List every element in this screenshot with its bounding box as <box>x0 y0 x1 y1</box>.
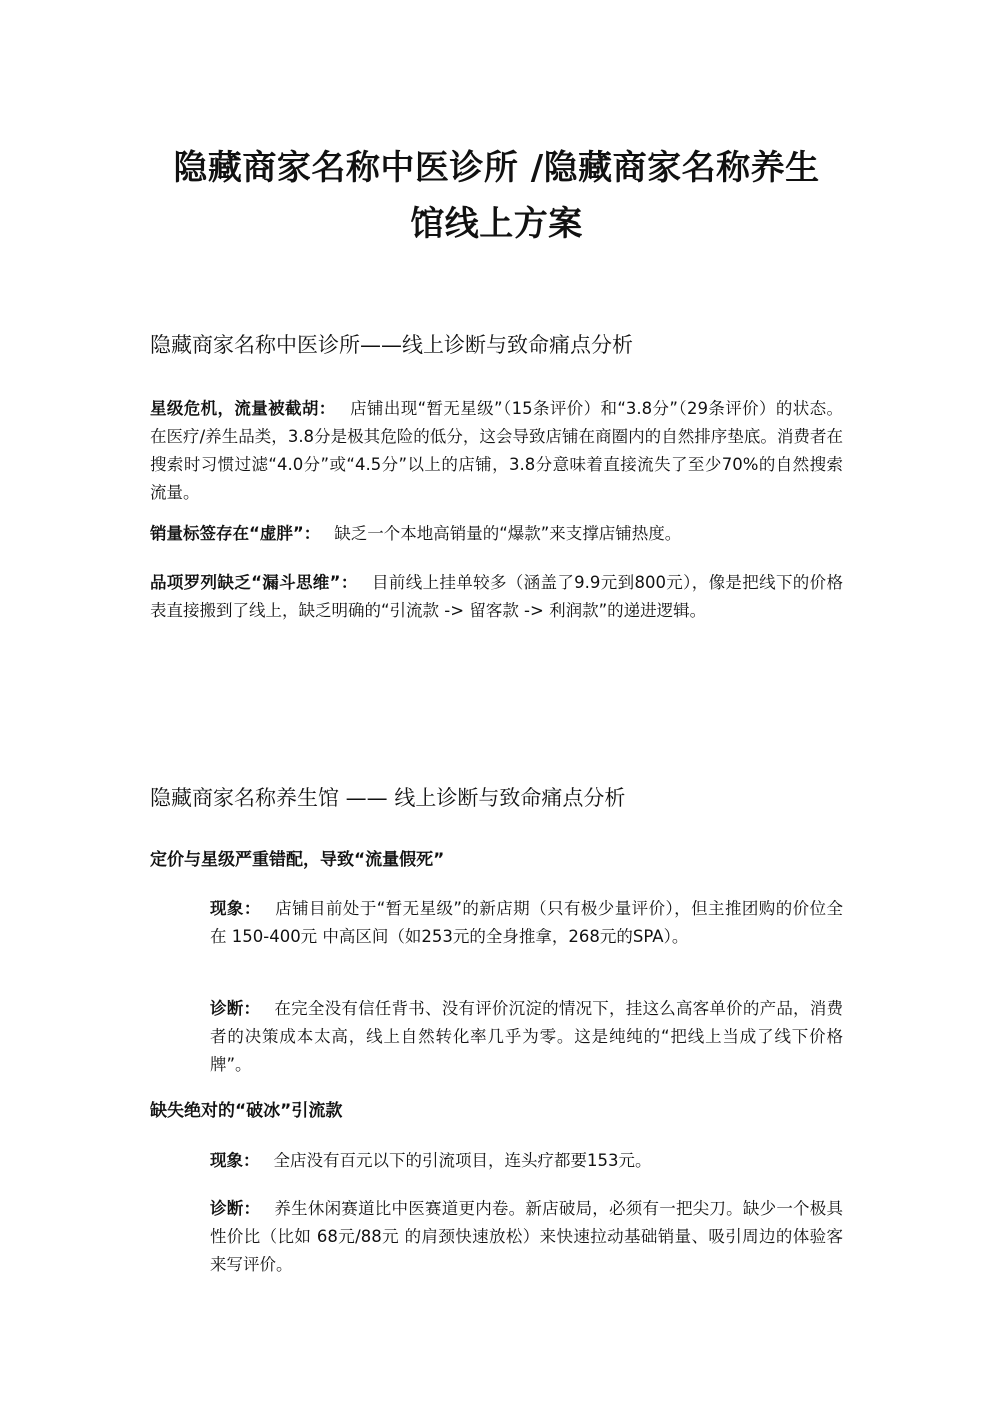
pricing-diagnosis-paragraph <box>210 995 843 1079</box>
document-title <box>150 140 843 252</box>
icebreaker-phenomenon-paragraph <box>210 1147 843 1175</box>
document-title-line-2: 馆线上方案 <box>410 204 583 244</box>
subsection-icebreaker-title: 缺失绝对的“破冰”引流款 <box>150 1101 343 1121</box>
icebreaker-phenomenon-label: 现象： <box>210 1151 260 1170</box>
icebreaker-diagnosis-paragraph <box>210 1195 843 1279</box>
icebreaker-diagnosis-label: 诊断： <box>210 1199 261 1218</box>
star-crisis-label: 星级危机，流量被截胡： <box>150 399 336 418</box>
subsection-pricing-mismatch-title: 定价与星级严重错配，导致“流量假死” <box>150 850 445 870</box>
icebreaker-diagnosis-text: 养生休闲赛道比中医赛道更内卷。新店破局，必须有一把尖刀。缺少一个极具性价比（比如 68元/88元 的肩颈快速放松）来快速拉动基础销量、吸引周边的体验客来写评价。 <box>210 1199 844 1274</box>
icebreaker-phenomenon-text: 全店没有百元以下的引流项目，连头疗都要153元。 <box>273 1151 652 1170</box>
pricing-phenomenon-label: 现象： <box>210 899 261 918</box>
pricing-phenomenon-paragraph <box>210 895 843 951</box>
section-2-heading: 隐藏商家名称养生馆 —— 线上诊断与致命痛点分析 <box>150 786 626 810</box>
pricing-diagnosis-label: 诊断： <box>210 999 261 1018</box>
document-title-line-1: 隐藏商家名称中医诊所 /隐藏商家名称养生 <box>173 148 820 188</box>
section-1-paragraph-sales-tag <box>150 520 843 548</box>
sales-tag-text: 缺乏一个本地高销量的“爆款”来支撑店铺热度。 <box>334 524 682 543</box>
section-1-heading: 隐藏商家名称中医诊所——线上诊断与致命痛点分析 <box>150 333 633 357</box>
sales-tag-label: 销量标签存在“虚胖”： <box>150 524 321 543</box>
section-1-paragraph-star-crisis <box>150 395 843 507</box>
star-crisis-text: 店铺出现“暂无星级”（15条评价）和“3.8分”（29条评价）的状态。在医疗/养生品类，3.8分是极其危险的低分，这会导致店铺在商圈内的自然排序垫底。消费者在搜索时习惯过滤“4.0分”或“4.5分”以上的店铺，3.8分意味着直接流失了至少70%的自然搜索流量。 <box>150 399 843 502</box>
pricing-phenomenon-text: 店铺目前处于“暂无星级”的新店期（只有极少量评价），但主推团购的价位全在 150-400元 中高区间（如253元的全身推拿，268元的SPA）。 <box>210 899 843 946</box>
funnel-label: 品项罗列缺乏“漏斗思维”： <box>150 573 358 592</box>
section-1-paragraph-funnel <box>150 569 843 625</box>
funnel-text: 目前线上挂单较多（涵盖了9.9元到800元），像是把线下的价格表直接搬到了线上，缺乏明确的“引流款 -> 留客款 -> 利润款”的递进逻辑。 <box>150 573 843 620</box>
pricing-diagnosis-text: 在完全没有信任背书、没有评价沉淀的情况下，挂这么高客单价的产品，消费者的决策成本太高，线上自然转化率几乎为零。这是纯纯的“把线上当成了线下价格牌”。 <box>210 999 844 1074</box>
